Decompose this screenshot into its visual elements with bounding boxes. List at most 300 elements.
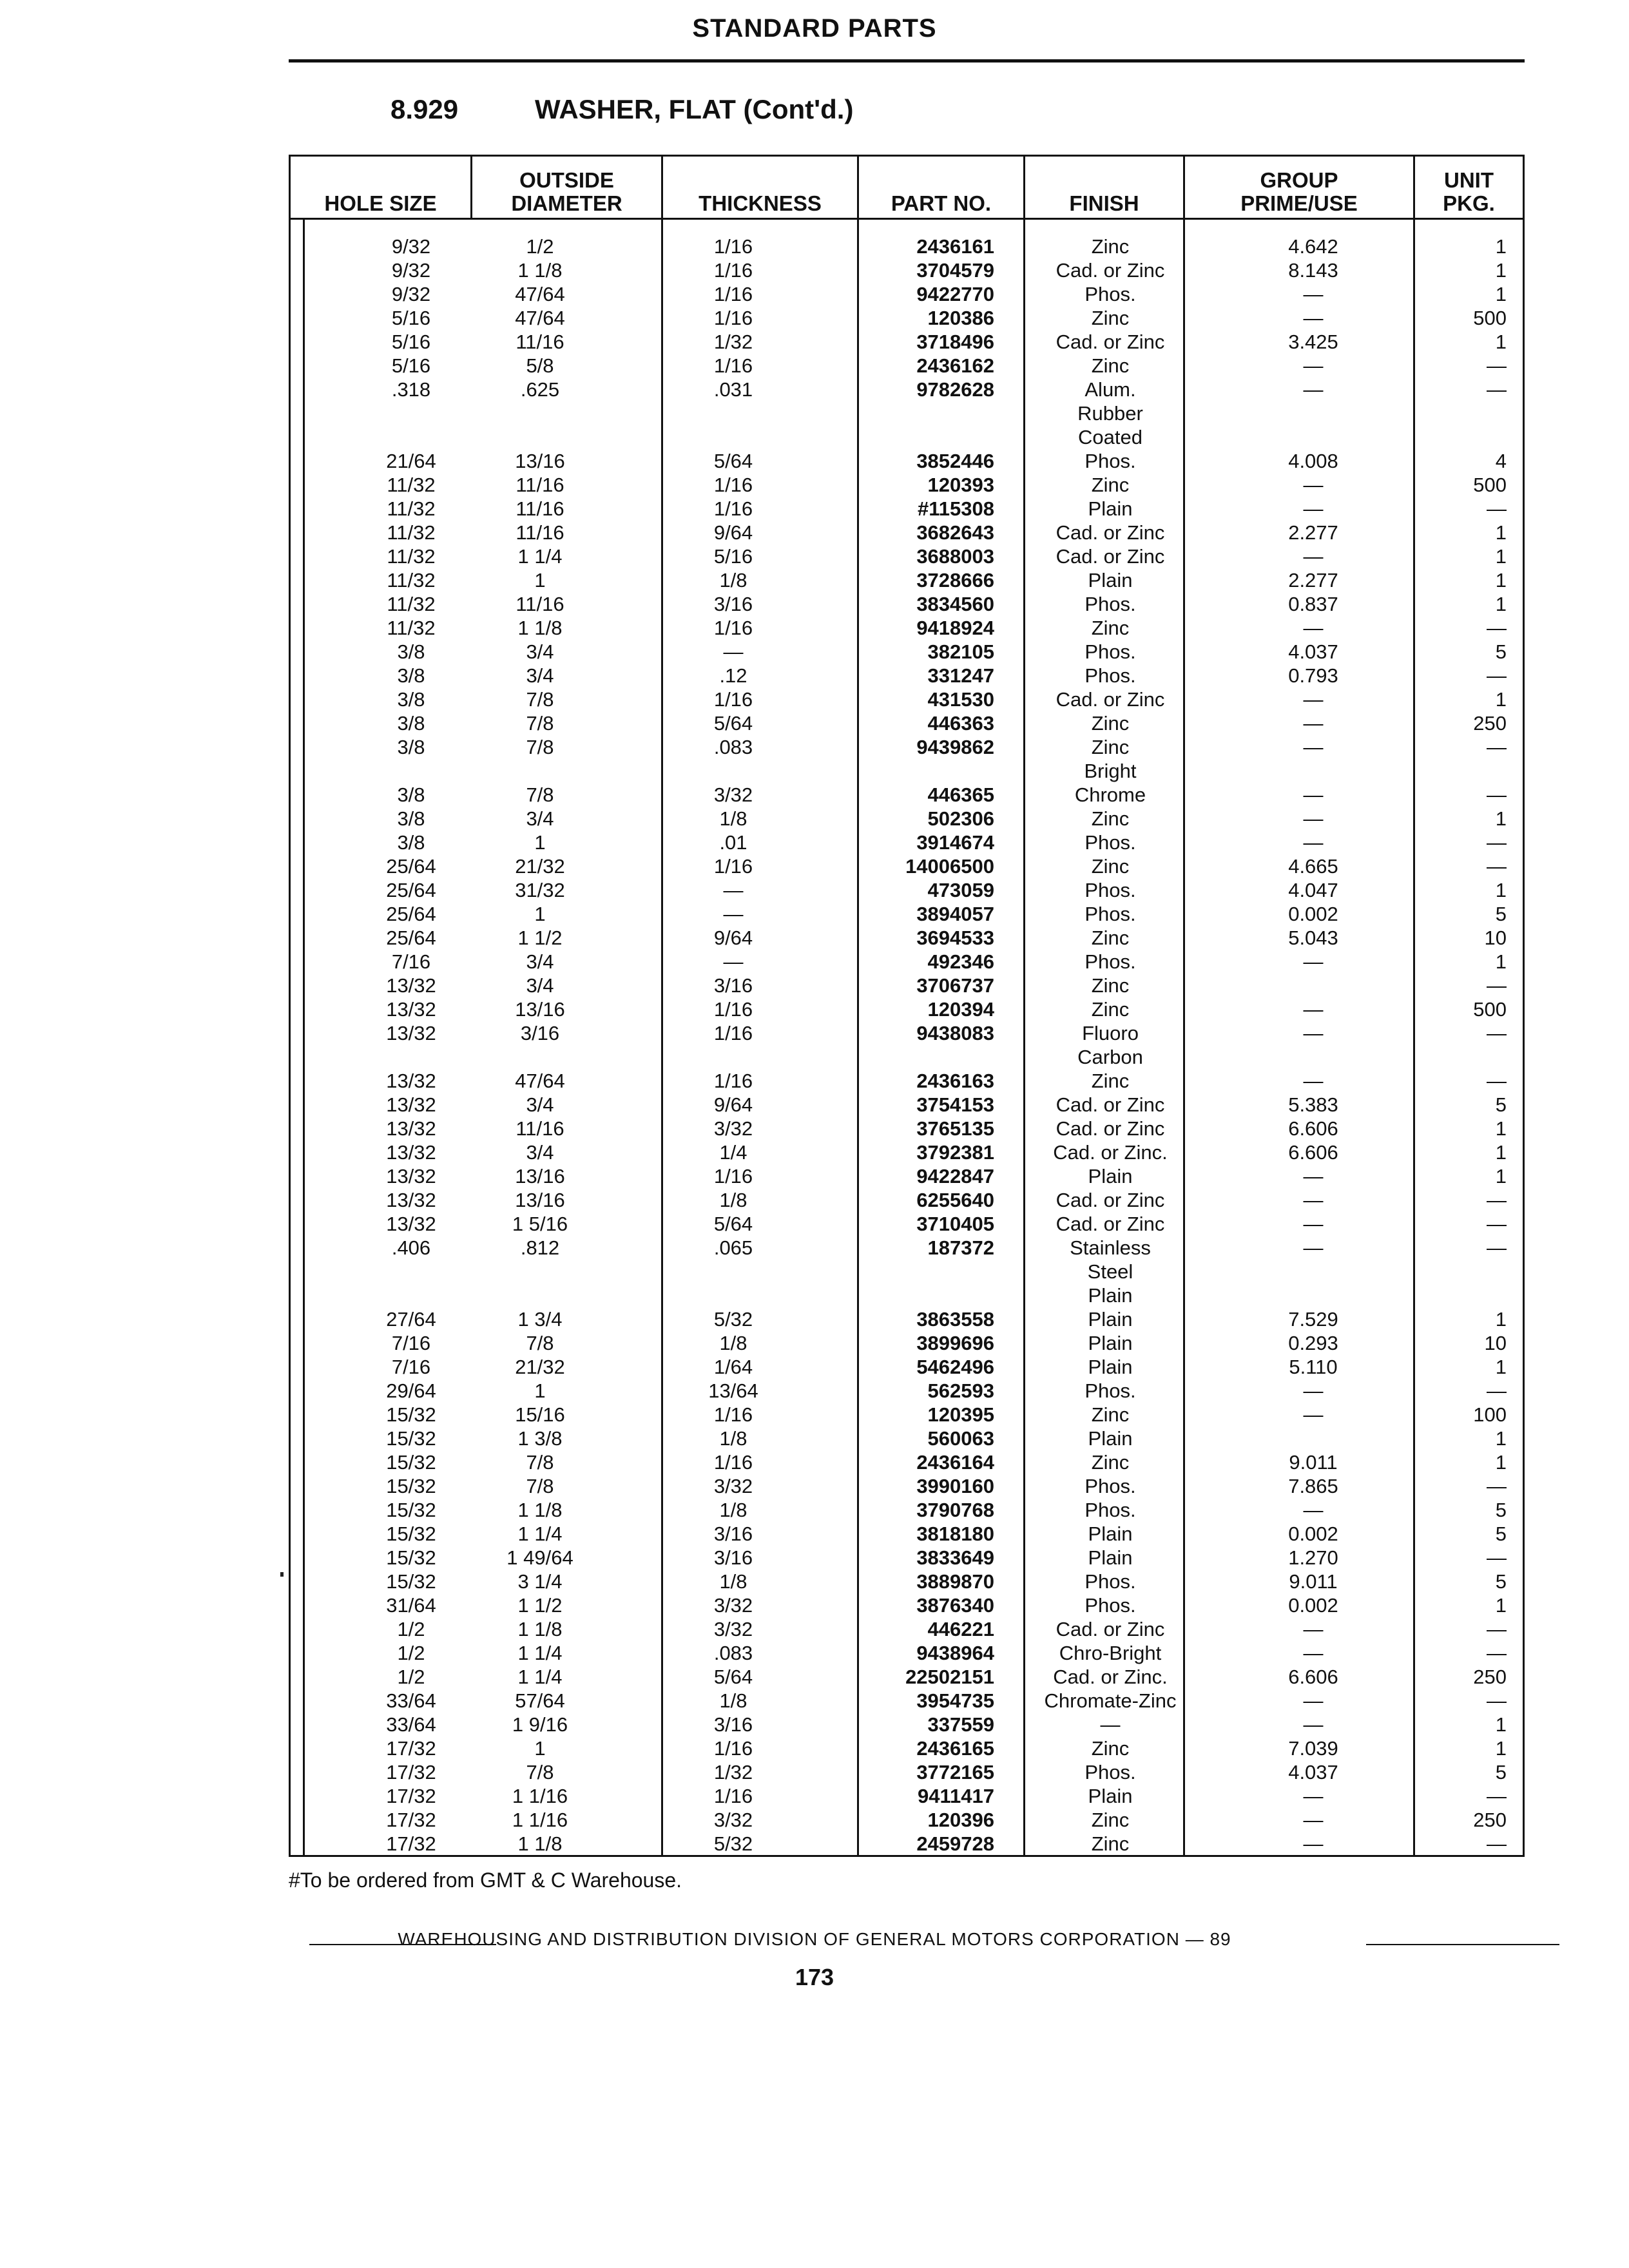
outside-diameter-cell: 3/4 bbox=[526, 664, 554, 687]
finish-cell: Zinc bbox=[1091, 998, 1130, 1021]
group-prime-use-cell: 7.865 bbox=[1288, 1475, 1338, 1497]
unit-pkg-cell: 500 bbox=[1473, 474, 1507, 496]
part-no-cell: 120394 bbox=[927, 998, 994, 1021]
unit-pkg-cell: 250 bbox=[1473, 1666, 1507, 1688]
thickness-cell: — bbox=[723, 903, 744, 925]
table-row bbox=[289, 1379, 1525, 1403]
outside-diameter-cell: 1 1/8 bbox=[517, 1618, 563, 1640]
group-prime-use-cell: 0.293 bbox=[1288, 1332, 1338, 1354]
outside-diameter-cell: 1 1/16 bbox=[512, 1809, 568, 1831]
unit-pkg-cell: 1 bbox=[1495, 688, 1507, 711]
finish-cell: Plain bbox=[1088, 1785, 1133, 1807]
thickness-cell: 1/16 bbox=[713, 235, 753, 258]
table-row bbox=[289, 1069, 1525, 1093]
hole-size-cell: 9/32 bbox=[391, 235, 431, 258]
table-row bbox=[289, 1522, 1525, 1546]
hole-size-cell: 25/64 bbox=[386, 927, 436, 949]
finish-cell: Zinc bbox=[1091, 617, 1130, 639]
table-row bbox=[289, 1784, 1525, 1808]
finish-cell: Zinc bbox=[1091, 974, 1130, 997]
outside-diameter-cell: 1 1/16 bbox=[512, 1785, 568, 1807]
finish-cell: Phos. bbox=[1084, 831, 1136, 854]
finish-cell: Phos. bbox=[1084, 950, 1136, 973]
thickness-cell: 1/8 bbox=[719, 1189, 747, 1211]
finish-cell: Cad. or Zinc bbox=[1055, 1117, 1165, 1140]
thickness-cell: 3/32 bbox=[713, 1117, 753, 1140]
finish-cell: Zinc bbox=[1091, 807, 1130, 830]
group-prime-use-cell: — bbox=[1303, 736, 1324, 758]
part-no-cell: 3792381 bbox=[916, 1141, 994, 1164]
hole-size-cell: 9/32 bbox=[391, 283, 431, 305]
finish-cell: Chrome bbox=[1074, 783, 1146, 806]
unit-pkg-cell: — bbox=[1487, 974, 1507, 997]
unit-pkg-cell: — bbox=[1487, 1642, 1507, 1664]
thickness-cell: 5/16 bbox=[713, 545, 753, 568]
part-no-cell: 502306 bbox=[927, 807, 994, 830]
hole-size-cell: 3/8 bbox=[397, 807, 425, 830]
outside-diameter-cell: 47/64 bbox=[515, 1070, 565, 1092]
outside-diameter-cell: 11/16 bbox=[516, 521, 564, 544]
thickness-cell: 1/16 bbox=[713, 354, 753, 377]
group-prime-use-cell: — bbox=[1303, 1403, 1324, 1426]
table-row bbox=[289, 1450, 1525, 1474]
thickness-cell: 3/32 bbox=[713, 1594, 753, 1617]
hole-size-cell: 15/32 bbox=[386, 1570, 436, 1593]
top-rule bbox=[289, 59, 1525, 62]
table-row bbox=[289, 1593, 1525, 1617]
thickness-cell: — bbox=[723, 640, 744, 663]
table-row bbox=[289, 997, 1525, 1021]
hole-size-cell: 15/32 bbox=[386, 1403, 436, 1426]
part-no-cell: 560063 bbox=[927, 1427, 994, 1450]
table-row bbox=[289, 1546, 1525, 1570]
unit-pkg-cell: 5 bbox=[1495, 1093, 1507, 1116]
table-row bbox=[289, 1307, 1525, 1331]
hole-size-cell: 1/2 bbox=[397, 1618, 425, 1640]
hole-size-cell: 3/8 bbox=[397, 688, 425, 711]
unit-pkg-cell: — bbox=[1487, 617, 1507, 639]
group-prime-use-cell: 4.665 bbox=[1288, 855, 1338, 878]
table-row bbox=[289, 1283, 1525, 1307]
thickness-cell: 1/64 bbox=[713, 1356, 753, 1378]
thickness-cell: 1/8 bbox=[719, 807, 747, 830]
outside-diameter-cell: 1 1/8 bbox=[517, 617, 563, 639]
thickness-cell: 3/16 bbox=[713, 974, 753, 997]
group-prime-use-cell: — bbox=[1303, 1618, 1324, 1640]
thickness-cell: 1/16 bbox=[713, 1785, 753, 1807]
thickness-cell: 1/16 bbox=[713, 855, 753, 878]
outside-diameter-cell: 1 bbox=[534, 903, 546, 925]
hole-size-cell: 11/32 bbox=[387, 521, 436, 544]
hole-size-cell: 17/32 bbox=[386, 1737, 436, 1760]
table-row bbox=[289, 640, 1525, 664]
thickness-cell: 1/16 bbox=[713, 283, 753, 305]
part-no-cell: 2436164 bbox=[916, 1451, 994, 1474]
finish-cell: Stainless bbox=[1070, 1236, 1151, 1259]
finish-cell: Cad. or Zinc bbox=[1055, 1093, 1165, 1116]
finish-cell: Rubber bbox=[1077, 402, 1143, 425]
group-prime-use-cell: — bbox=[1303, 1642, 1324, 1664]
hole-size-cell: 11/32 bbox=[387, 545, 436, 568]
table-row bbox=[289, 974, 1525, 997]
hole-size-cell: 3/8 bbox=[397, 736, 425, 758]
outside-diameter-cell: 1 5/16 bbox=[512, 1213, 568, 1235]
thickness-cell: 1/16 bbox=[713, 1070, 753, 1092]
hole-size-cell: 21/64 bbox=[386, 450, 436, 472]
outside-diameter-cell: .625 bbox=[520, 378, 560, 401]
page-number: 173 bbox=[795, 1964, 834, 1990]
hole-size-cell: .406 bbox=[391, 1236, 431, 1259]
group-prime-use-cell: — bbox=[1303, 950, 1324, 973]
group-prime-use-cell: — bbox=[1303, 1022, 1324, 1044]
group-prime-use-cell: — bbox=[1303, 1832, 1324, 1855]
thickness-cell: 1/32 bbox=[713, 1761, 753, 1783]
outside-diameter-cell: 1 1/4 bbox=[517, 545, 563, 568]
unit-pkg-cell: 1 bbox=[1495, 331, 1507, 353]
group-prime-use-cell: 7.529 bbox=[1288, 1308, 1338, 1331]
part-no-cell: 2436165 bbox=[916, 1737, 994, 1760]
outside-diameter-cell: 3/4 bbox=[526, 1093, 554, 1116]
group-prime-use-cell: 0.837 bbox=[1288, 593, 1338, 615]
unit-pkg-cell: 1 bbox=[1495, 1308, 1507, 1331]
table-row bbox=[289, 282, 1525, 306]
unit-pkg-cell: 1 bbox=[1495, 1451, 1507, 1474]
finish-cell: Cad. or Zinc bbox=[1055, 259, 1165, 282]
finish-cell: Plain bbox=[1088, 1523, 1133, 1545]
unit-pkg-cell: 1 bbox=[1495, 1117, 1507, 1140]
part-no-cell: 120386 bbox=[927, 307, 994, 329]
group-prime-use-cell: 2.277 bbox=[1288, 569, 1338, 591]
outside-diameter-cell: 1 1/2 bbox=[517, 1594, 563, 1617]
table-row bbox=[289, 544, 1525, 568]
hole-size-cell: 13/32 bbox=[386, 974, 436, 997]
unit-pkg-cell: 1 bbox=[1495, 807, 1507, 830]
finish-cell: Steel bbox=[1087, 1260, 1133, 1283]
part-no-cell: 3704579 bbox=[916, 259, 994, 282]
unit-pkg-cell: — bbox=[1487, 831, 1507, 854]
hole-size-cell: 17/32 bbox=[386, 1785, 436, 1807]
finish-cell: Zinc bbox=[1091, 1451, 1130, 1474]
thickness-cell: 1/8 bbox=[719, 569, 747, 591]
unit-pkg-cell: — bbox=[1487, 1785, 1507, 1807]
table-row bbox=[289, 831, 1525, 854]
hole-size-cell: 1/2 bbox=[397, 1666, 425, 1688]
part-no-cell: 3899696 bbox=[916, 1332, 994, 1354]
table-row bbox=[289, 473, 1525, 497]
group-prime-use-cell: — bbox=[1303, 1499, 1324, 1521]
outside-diameter-cell: 1 bbox=[534, 1379, 546, 1402]
hole-size-cell: 3/8 bbox=[397, 783, 425, 806]
thickness-cell: 1/16 bbox=[713, 688, 753, 711]
thickness-cell: 1/16 bbox=[713, 1451, 753, 1474]
group-prime-use-cell: 7.039 bbox=[1288, 1737, 1338, 1760]
thickness-cell: 9/64 bbox=[713, 1093, 753, 1116]
table-row bbox=[289, 497, 1525, 521]
table-row bbox=[289, 258, 1525, 282]
part-no-cell: 3914674 bbox=[916, 831, 994, 854]
hole-size-cell: 5/16 bbox=[391, 307, 431, 329]
table-row bbox=[289, 1474, 1525, 1498]
table-row bbox=[289, 1212, 1525, 1236]
thickness-cell: 1/4 bbox=[719, 1141, 747, 1164]
group-prime-use-cell: 0.002 bbox=[1288, 903, 1338, 925]
header-rule bbox=[289, 218, 1525, 220]
hole-size-cell: 1/2 bbox=[397, 1642, 425, 1664]
finish-cell: Cad. or Zinc. bbox=[1053, 1141, 1168, 1164]
outside-diameter-cell: 57/64 bbox=[515, 1689, 565, 1712]
thickness-cell: 3/32 bbox=[713, 1475, 753, 1497]
finish-cell: Plain bbox=[1088, 1427, 1133, 1450]
finish-cell: Cad. or Zinc bbox=[1055, 1189, 1165, 1211]
group-prime-use-cell: — bbox=[1303, 1070, 1324, 1092]
hole-size-cell: 11/32 bbox=[387, 617, 436, 639]
table-row bbox=[289, 1117, 1525, 1140]
part-no-cell: 22502151 bbox=[905, 1666, 994, 1688]
unit-pkg-cell: 5 bbox=[1495, 1499, 1507, 1521]
unit-pkg-cell: — bbox=[1487, 378, 1507, 401]
group-prime-use-cell: — bbox=[1303, 1785, 1324, 1807]
unit-pkg-cell: 1 bbox=[1495, 1737, 1507, 1760]
hole-size-cell: 15/32 bbox=[386, 1546, 436, 1569]
outside-diameter-cell: 13/16 bbox=[515, 1189, 565, 1211]
outside-diameter-cell: 3/4 bbox=[526, 950, 554, 973]
finish-cell: Zinc bbox=[1091, 474, 1130, 496]
part-no-cell: 120393 bbox=[927, 474, 994, 496]
table-row bbox=[289, 1045, 1525, 1069]
table-row bbox=[289, 902, 1525, 926]
part-no-cell: 14006500 bbox=[905, 855, 994, 878]
finish-cell: Zinc bbox=[1091, 1737, 1130, 1760]
part-no-cell: 120396 bbox=[927, 1809, 994, 1831]
group-prime-use-cell: 4.642 bbox=[1288, 235, 1338, 258]
finish-cell: Zinc bbox=[1091, 736, 1130, 758]
thickness-cell: — bbox=[723, 879, 744, 901]
unit-pkg-cell: — bbox=[1487, 736, 1507, 758]
group-prime-use-cell: 5.110 bbox=[1289, 1356, 1338, 1378]
part-no-cell: 187372 bbox=[927, 1236, 994, 1259]
unit-pkg-cell: 1 bbox=[1495, 1141, 1507, 1164]
thickness-cell: 5/64 bbox=[713, 1213, 753, 1235]
finish-cell: Phos. bbox=[1084, 283, 1136, 305]
group-prime-use-cell: — bbox=[1303, 1189, 1324, 1211]
hole-size-cell: 25/64 bbox=[386, 903, 436, 925]
outside-diameter-cell: 7/8 bbox=[526, 712, 554, 735]
hole-size-cell: 9/32 bbox=[391, 259, 431, 282]
hole-size-cell: 13/32 bbox=[386, 1141, 436, 1164]
thickness-cell: .083 bbox=[713, 736, 753, 758]
group-prime-use-cell: 4.037 bbox=[1288, 640, 1338, 663]
finish-cell: Zinc bbox=[1091, 712, 1130, 735]
part-no-cell: 562593 bbox=[927, 1379, 994, 1402]
hole-size-cell: 11/32 bbox=[387, 474, 436, 496]
part-no-cell: 3790768 bbox=[916, 1499, 994, 1521]
thickness-cell: 5/64 bbox=[713, 712, 753, 735]
unit-pkg-cell: — bbox=[1487, 1213, 1507, 1235]
thickness-cell: 9/64 bbox=[713, 927, 753, 949]
section-title: STANDARD PARTS bbox=[692, 14, 937, 43]
finish-cell: Zinc bbox=[1091, 354, 1130, 377]
hole-size-cell: 13/32 bbox=[386, 1022, 436, 1044]
finish-cell: Zinc bbox=[1091, 1809, 1130, 1831]
unit-pkg-cell: 1 bbox=[1495, 1713, 1507, 1736]
unit-pkg-cell: 10 bbox=[1484, 1332, 1507, 1354]
unit-pkg-cell: 5 bbox=[1495, 1761, 1507, 1783]
part-no-cell: 473059 bbox=[927, 879, 994, 901]
outside-diameter-cell: 11/16 bbox=[516, 593, 564, 615]
finish-cell: Cad. or Zinc bbox=[1055, 545, 1165, 568]
table-row bbox=[289, 735, 1525, 759]
table-row bbox=[289, 1665, 1525, 1689]
hole-size-cell: 17/32 bbox=[386, 1832, 436, 1855]
outside-diameter-cell: 11/16 bbox=[516, 497, 564, 520]
outside-diameter-cell: 1 1/4 bbox=[517, 1666, 563, 1688]
part-no-cell: 3876340 bbox=[916, 1594, 994, 1617]
part-no-cell: 9782628 bbox=[916, 378, 994, 401]
hole-size-cell: 5/16 bbox=[391, 331, 431, 353]
table-row bbox=[289, 235, 1525, 258]
outside-diameter-cell: 1 1/8 bbox=[517, 1832, 563, 1855]
finish-cell: Cad. or Zinc bbox=[1055, 1618, 1165, 1640]
part-no-cell: 3863558 bbox=[916, 1308, 994, 1331]
thickness-cell: .083 bbox=[713, 1642, 753, 1664]
part-no-cell: 120395 bbox=[927, 1403, 994, 1426]
outside-diameter-cell: 1 49/64 bbox=[506, 1546, 574, 1569]
finish-cell: Zinc bbox=[1091, 235, 1130, 258]
unit-pkg-cell: 5 bbox=[1495, 903, 1507, 925]
table-row bbox=[289, 807, 1525, 831]
outside-diameter-cell: 21/32 bbox=[515, 855, 565, 878]
outside-diameter-cell: 1/2 bbox=[526, 235, 554, 258]
part-no-cell: 3889870 bbox=[916, 1570, 994, 1593]
thickness-cell: 1/16 bbox=[713, 307, 753, 329]
part-no-cell: 3728666 bbox=[916, 569, 994, 591]
finish-cell: Chromate-Zinc bbox=[1044, 1689, 1177, 1712]
finish-cell: Coated bbox=[1078, 426, 1142, 448]
outside-diameter-cell: 1 bbox=[534, 569, 546, 591]
part-no-cell: 3765135 bbox=[916, 1117, 994, 1140]
table-row bbox=[289, 1617, 1525, 1641]
table-row bbox=[289, 1832, 1525, 1856]
table-row bbox=[289, 521, 1525, 544]
unit-pkg-cell: — bbox=[1487, 1689, 1507, 1712]
thickness-cell: 3/16 bbox=[713, 593, 753, 615]
table-row bbox=[289, 783, 1525, 807]
part-no-cell: 9438964 bbox=[916, 1642, 994, 1664]
table-row bbox=[289, 687, 1525, 711]
group-prime-use-cell: 3.425 bbox=[1288, 331, 1338, 353]
part-no-cell: 446221 bbox=[927, 1618, 994, 1640]
hole-size-cell: 3/8 bbox=[397, 640, 425, 663]
finish-cell: Phos. bbox=[1084, 1594, 1136, 1617]
part-no-cell: 331247 bbox=[927, 664, 994, 687]
group-prime-use-cell: 2.277 bbox=[1288, 521, 1338, 544]
unit-pkg-cell: — bbox=[1487, 664, 1507, 687]
hole-size-cell: 3/8 bbox=[397, 831, 425, 854]
hole-size-cell: 31/64 bbox=[386, 1594, 436, 1617]
thickness-cell: 3/16 bbox=[713, 1523, 753, 1545]
unit-pkg-cell: 250 bbox=[1473, 1809, 1507, 1831]
hole-size-cell: 25/64 bbox=[386, 879, 436, 901]
table-row bbox=[289, 854, 1525, 878]
finish-cell: Plain bbox=[1088, 1332, 1133, 1354]
table-row bbox=[289, 1188, 1525, 1212]
part-no-cell: 2436162 bbox=[916, 354, 994, 377]
finish-cell: Alum. bbox=[1084, 378, 1136, 401]
unit-pkg-cell: 1 bbox=[1495, 879, 1507, 901]
table-row bbox=[289, 1570, 1525, 1593]
hole-size-cell: 7/16 bbox=[391, 1356, 431, 1378]
group-prime-use-cell: 0.793 bbox=[1288, 664, 1338, 687]
unit-pkg-cell: 100 bbox=[1473, 1403, 1507, 1426]
outside-diameter-cell: 11/16 bbox=[516, 331, 564, 353]
part-no-cell: 3954735 bbox=[916, 1689, 994, 1712]
group-prime-use-cell: — bbox=[1303, 1713, 1324, 1736]
group-prime-use-cell: 6.606 bbox=[1288, 1141, 1338, 1164]
table-row bbox=[289, 759, 1525, 783]
unit-pkg-cell: 1 bbox=[1495, 1165, 1507, 1187]
unit-pkg-cell: — bbox=[1487, 783, 1507, 806]
table-row bbox=[289, 425, 1525, 449]
table-row bbox=[289, 306, 1525, 330]
unit-pkg-cell: 1 bbox=[1495, 283, 1507, 305]
outside-diameter-cell: 3 1/4 bbox=[517, 1570, 563, 1593]
group-prime-use-cell: — bbox=[1303, 998, 1324, 1021]
part-no-cell: 3706737 bbox=[916, 974, 994, 997]
thickness-cell: 5/64 bbox=[713, 1666, 753, 1688]
part-no-cell: 9418924 bbox=[916, 617, 994, 639]
finish-cell: Zinc bbox=[1091, 307, 1130, 329]
outside-diameter-cell: 7/8 bbox=[526, 736, 554, 758]
part-no-cell: 3694533 bbox=[916, 927, 994, 949]
hole-size-cell: 11/32 bbox=[387, 497, 436, 520]
hole-size-cell: 15/32 bbox=[386, 1523, 436, 1545]
unit-pkg-cell: — bbox=[1487, 1832, 1507, 1855]
column-header-group-prime-use: GROUP PRIME/USE bbox=[1240, 168, 1358, 215]
item-number: 8.929 bbox=[390, 94, 459, 124]
outside-diameter-cell: 1 1/4 bbox=[517, 1642, 563, 1664]
group-prime-use-cell: — bbox=[1303, 712, 1324, 735]
group-prime-use-cell: 4.008 bbox=[1288, 450, 1338, 472]
unit-pkg-cell: 1 bbox=[1495, 569, 1507, 591]
outside-diameter-cell: 3/4 bbox=[526, 640, 554, 663]
unit-pkg-cell: 5 bbox=[1495, 1523, 1507, 1545]
part-no-cell: 3682643 bbox=[916, 521, 994, 544]
group-prime-use-cell: — bbox=[1303, 497, 1324, 520]
finish-cell: Plain bbox=[1088, 1284, 1133, 1307]
thickness-cell: 5/32 bbox=[713, 1308, 753, 1331]
group-prime-use-cell: 4.047 bbox=[1288, 879, 1338, 901]
part-no-cell: 9439862 bbox=[916, 736, 994, 758]
hole-size-cell: 15/32 bbox=[386, 1475, 436, 1497]
group-prime-use-cell: — bbox=[1303, 545, 1324, 568]
finish-cell: Phos. bbox=[1084, 1379, 1136, 1402]
group-prime-use-cell: — bbox=[1303, 378, 1324, 401]
outside-diameter-cell: 47/64 bbox=[515, 307, 565, 329]
table-row bbox=[289, 1140, 1525, 1164]
group-prime-use-cell: — bbox=[1303, 1689, 1324, 1712]
table-row bbox=[289, 1713, 1525, 1736]
table-row bbox=[289, 1808, 1525, 1832]
table-row bbox=[289, 950, 1525, 974]
hole-size-cell: 17/32 bbox=[386, 1761, 436, 1783]
part-no-cell: 3818180 bbox=[916, 1523, 994, 1545]
table-row bbox=[289, 616, 1525, 640]
finish-cell: Fluoro bbox=[1082, 1022, 1139, 1044]
hole-size-cell: 3/8 bbox=[397, 664, 425, 687]
table-row bbox=[289, 1760, 1525, 1784]
thickness-cell: 1/16 bbox=[713, 1022, 753, 1044]
table-row bbox=[289, 664, 1525, 687]
